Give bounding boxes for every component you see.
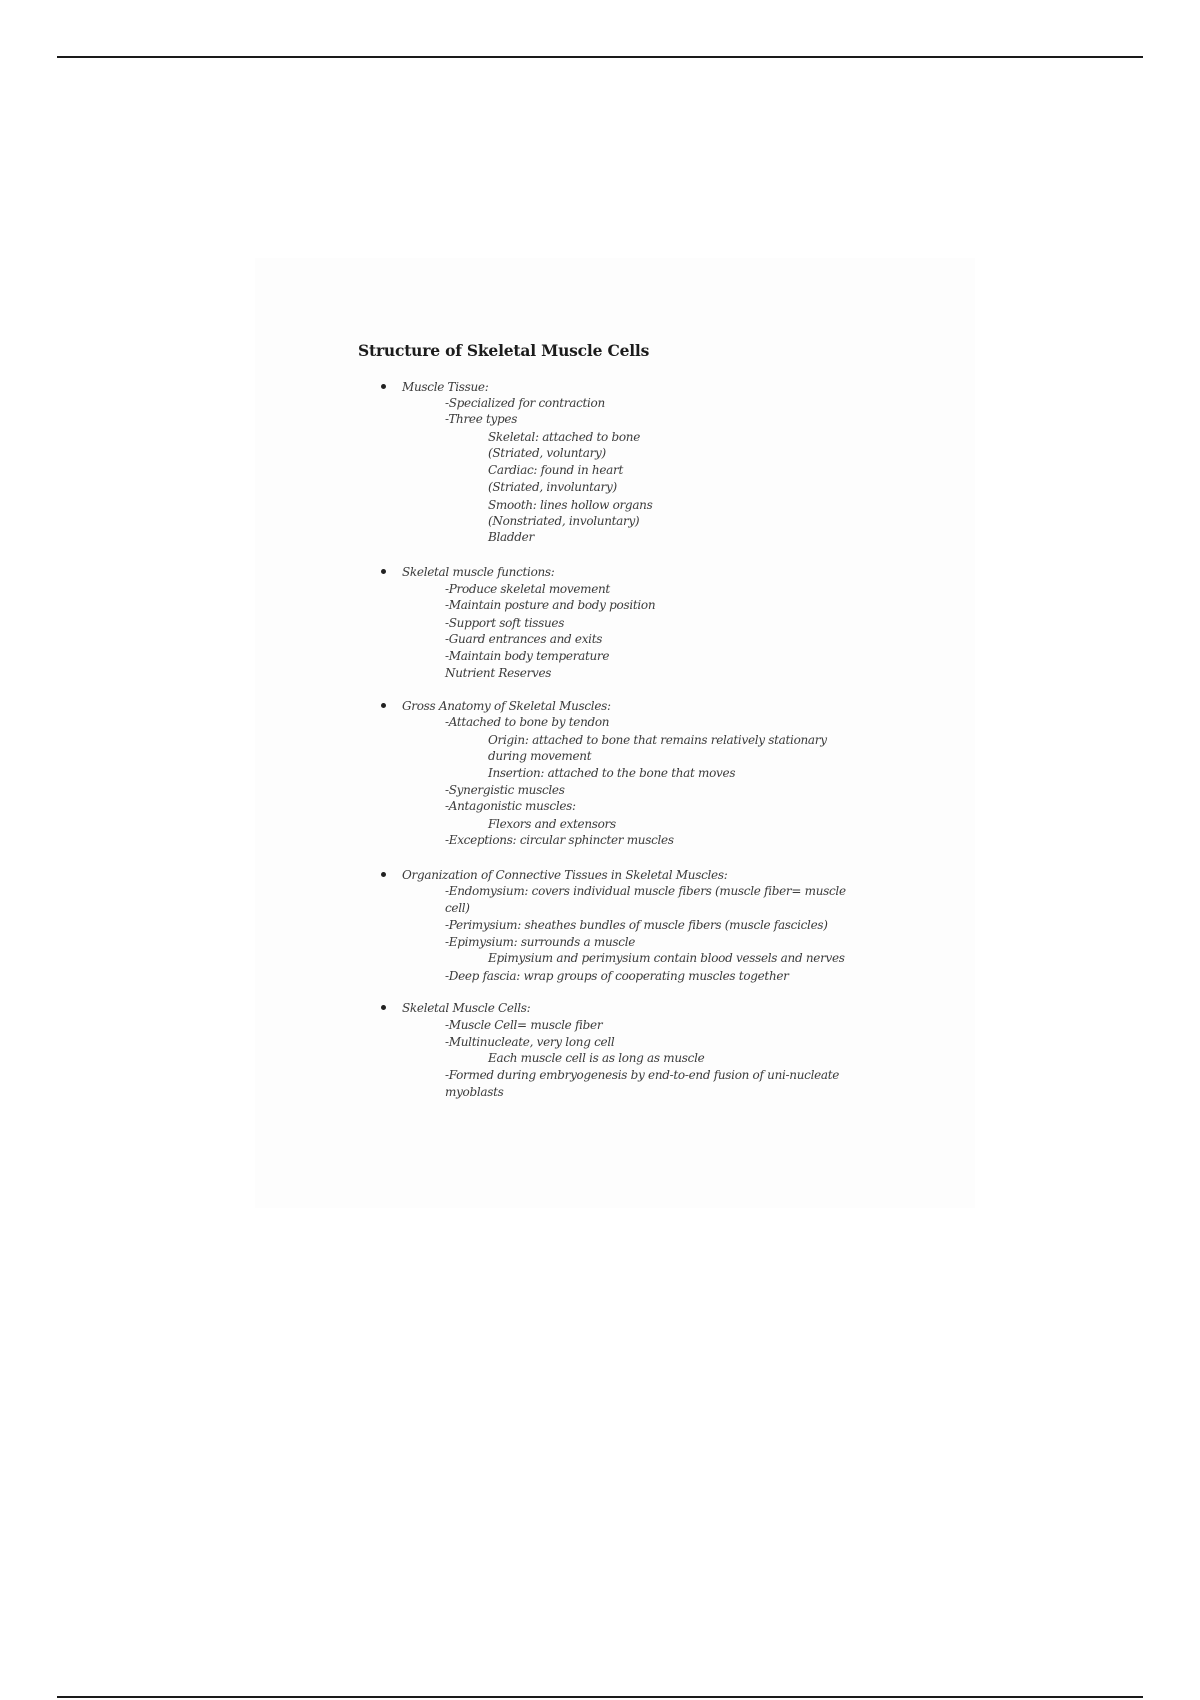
section-line: (Nonstriated, involuntary) [488,514,640,528]
section-line: during movement [488,749,592,763]
section-line: -Deep fascia: wrap groups of cooperating muscles together [445,969,789,983]
section-line: -Guard entrances and exits [445,632,603,646]
section-line: -Muscle Cell= muscle fiber [445,1018,603,1032]
top-rule [57,56,1143,58]
section-line: Smooth: lines hollow organs [488,498,653,512]
section-line: -Perimysium: sheathes bundles of muscle fibers (muscle fascicles) [445,918,828,932]
section-line: -Produce skeletal movement [445,582,610,596]
section-line: -Formed during embryogenesis by end-to-end fusion of uni-nucleate [445,1068,840,1082]
section-line: Cardiac: found in heart [488,463,623,477]
section-line: cell) [445,901,470,915]
section-line: -Specialized for contraction [445,396,605,410]
section-line: -Maintain posture and body position [445,598,656,612]
section-heading: Skeletal muscle functions: [402,565,555,579]
section-line: -Attached to bone by tendon [445,715,610,729]
document-title: Structure of Skeletal Muscle Cells [358,341,650,360]
section-line: -Exceptions: circular sphincter muscles [445,833,674,847]
section-line: Nutrient Reserves [445,666,552,680]
section-heading: Gross Anatomy of Skeletal Muscles: [402,699,611,713]
bullet-icon [381,569,386,574]
section-line: (Striated, involuntary) [488,480,617,494]
section-line: -Multinucleate, very long cell [445,1035,615,1049]
bullet-icon [381,872,386,877]
section-line: -Endomysium: covers individual muscle fibers (muscle fiber= muscle [445,884,846,898]
section-heading: Skeletal Muscle Cells: [402,1001,531,1015]
section-line: Skeletal: attached to bone [488,430,641,444]
section-line: -Support soft tissues [445,616,565,630]
section-line: -Maintain body temperature [445,649,610,663]
section-line: Origin: attached to bone that remains relatively stationary [488,733,827,747]
bullet-icon [381,384,386,389]
bottom-rule [57,1696,1143,1698]
section-line: Flexors and extensors [488,817,616,831]
section-heading: Organization of Connective Tissues in Skeletal Muscles: [402,868,728,882]
section-line: Epimysium and perimysium contain blood vessels and nerves [488,951,845,965]
bullet-icon [381,703,386,708]
section-line: -Three types [445,412,518,426]
section-line: (Striated, voluntary) [488,446,606,460]
section-line: myoblasts [445,1085,504,1099]
bullet-icon [381,1005,386,1010]
section-line: -Antagonistic muscles: [445,799,576,813]
section-line: -Synergistic muscles [445,783,565,797]
section-heading: Muscle Tissue: [402,380,489,394]
section-line: -Epimysium: surrounds a muscle [445,935,636,949]
section-line: Insertion: attached to the bone that moves [488,766,736,780]
section-line: Each muscle cell is as long as muscle [488,1051,705,1065]
section-line: Bladder [488,530,534,544]
